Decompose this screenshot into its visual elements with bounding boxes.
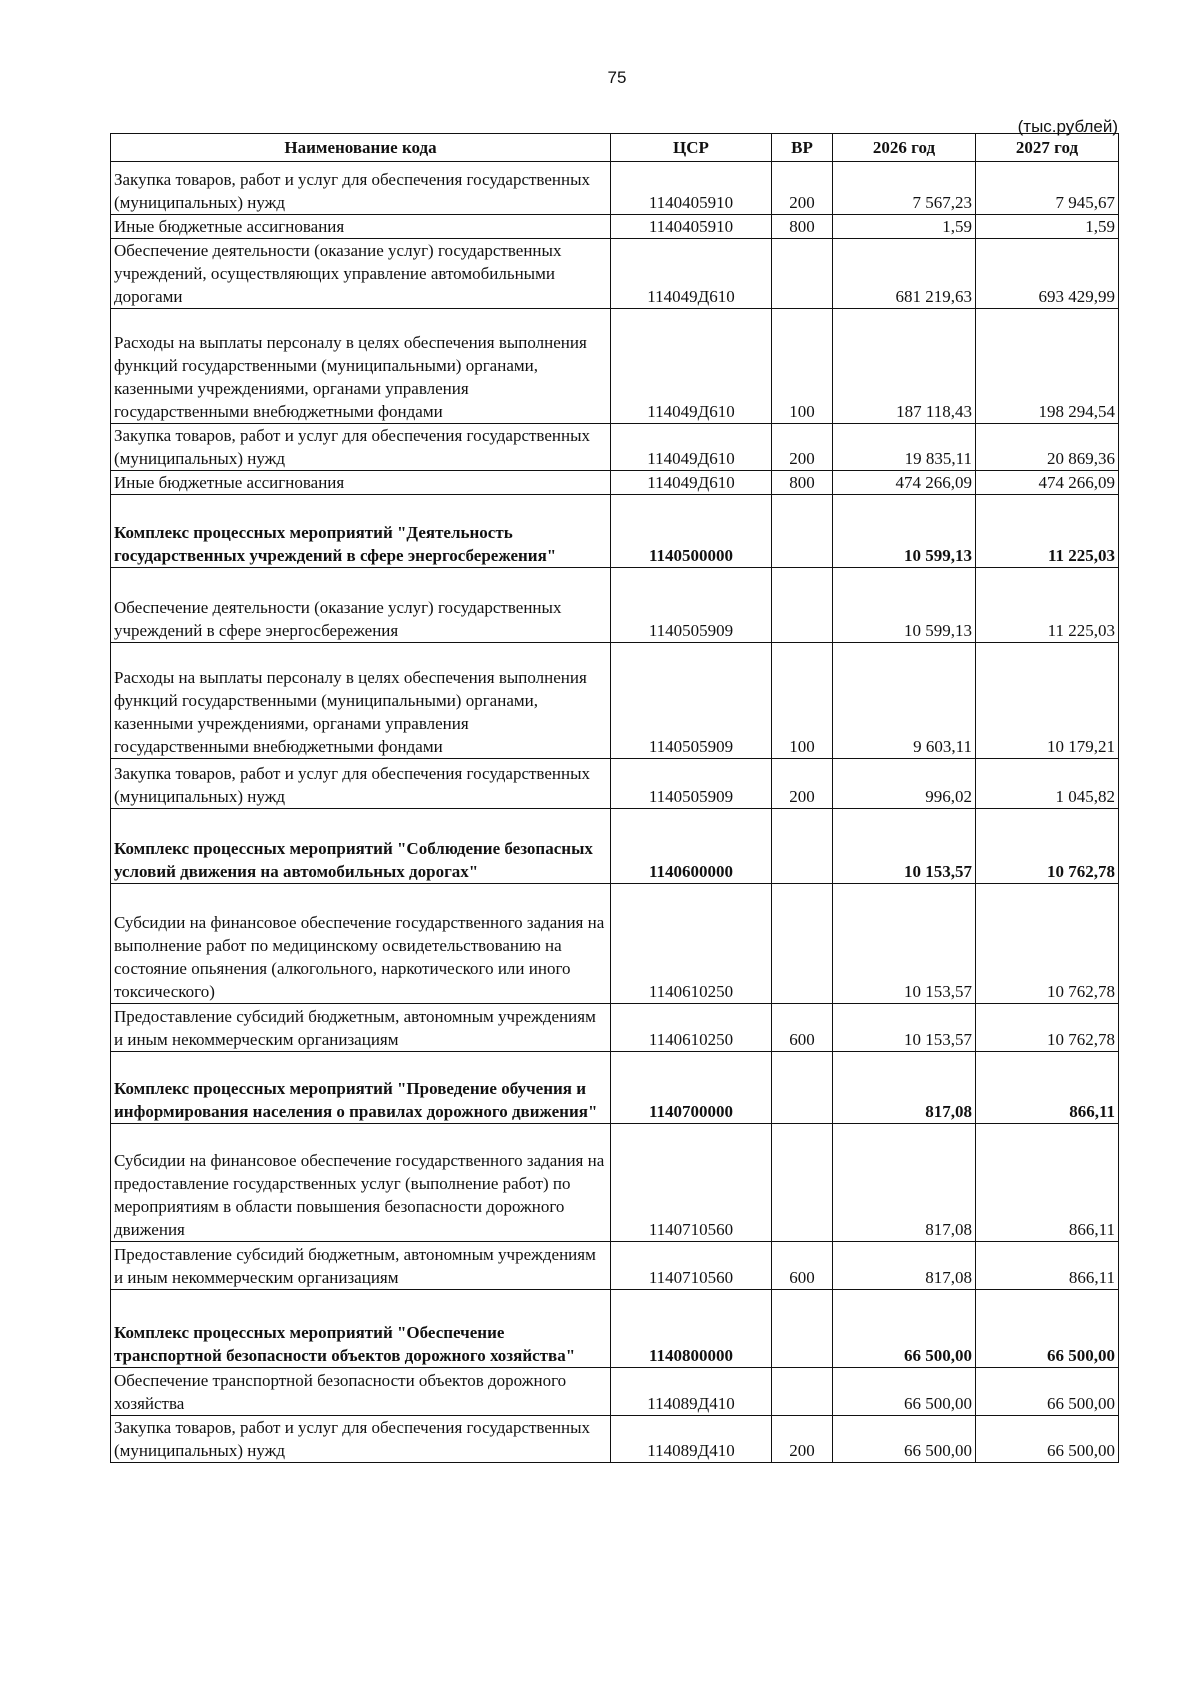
row-2027-cell: 1 045,82 [976, 759, 1119, 809]
table-row [111, 809, 1119, 884]
row-vr-cell [772, 1368, 833, 1416]
header-2026: 2026 год [833, 134, 976, 162]
row-csr-cell: 1140405910 [611, 215, 772, 239]
row-name-cell: Комплекс процессных мероприятий "Соблюдение безопасных условий движения на автомобильных дорогах" [111, 809, 611, 884]
row-vr-cell [772, 1052, 833, 1124]
row-vr-cell [772, 884, 833, 1004]
table-row [111, 1004, 1119, 1052]
row-name-cell: Закупка товаров, работ и услуг для обеспечения государственных (муниципальных) нужд [111, 424, 611, 471]
row-csr-cell: 114049Д610 [611, 239, 772, 309]
row-2027-cell: 11 225,03 [976, 495, 1119, 568]
row-2027-cell: 10 762,78 [976, 1004, 1119, 1052]
row-name-cell: Расходы на выплаты персоналу в целях обеспечения выполнения функций государственными (муниципальными) органами, казенными учреждениями, органами управления государственными внебюджетными фондами [111, 309, 611, 424]
row-name-cell: Предоставление субсидий бюджетным, автономным учреждениям и иным некоммерческим организациям [111, 1242, 611, 1290]
table-header-row [111, 134, 1119, 162]
page-number: 75 [607, 68, 627, 87]
row-2026-cell: 9 603,11 [833, 643, 976, 759]
row-2027-cell: 11 225,03 [976, 568, 1119, 643]
row-2026-cell: 817,08 [833, 1242, 976, 1290]
row-vr-cell: 600 [772, 1242, 833, 1290]
row-2027-cell: 10 762,78 [976, 884, 1119, 1004]
row-2026-cell: 474 266,09 [833, 471, 976, 495]
row-csr-cell: 1140700000 [611, 1052, 772, 1124]
row-name-cell: Иные бюджетные ассигнования [111, 471, 611, 495]
budget-table [110, 133, 1119, 1463]
table-row [111, 239, 1119, 309]
row-2026-cell: 10 153,57 [833, 809, 976, 884]
row-csr-cell: 1140505909 [611, 643, 772, 759]
row-2027-cell: 7 945,67 [976, 162, 1119, 215]
row-2026-cell: 66 500,00 [833, 1290, 976, 1368]
table-row [111, 309, 1119, 424]
row-csr-cell: 114049Д610 [611, 309, 772, 424]
units-label: (тыс.рублей) [1017, 117, 1118, 136]
row-csr-cell: 1140710560 [611, 1124, 772, 1242]
row-name-cell: Комплекс процессных мероприятий "Обеспечение транспортной безопасности объектов дорожного хозяйства" [111, 1290, 611, 1368]
row-2026-cell: 7 567,23 [833, 162, 976, 215]
row-vr-cell [772, 809, 833, 884]
row-2027-cell: 866,11 [976, 1242, 1119, 1290]
row-csr-cell: 1140405910 [611, 162, 772, 215]
row-2027-cell: 20 869,36 [976, 424, 1119, 471]
table-row [111, 1416, 1119, 1463]
row-name-cell: Закупка товаров, работ и услуг для обеспечения государственных (муниципальных) нужд [111, 759, 611, 809]
table-row [111, 1052, 1119, 1124]
row-csr-cell: 1140800000 [611, 1290, 772, 1368]
row-name-cell: Обеспечение транспортной безопасности объектов дорожного хозяйства [111, 1368, 611, 1416]
header-vr: ВР [772, 134, 833, 162]
row-csr-cell: 1140710560 [611, 1242, 772, 1290]
row-vr-cell: 200 [772, 759, 833, 809]
row-name-cell: Комплекс процессных мероприятий "Деятельность государственных учреждений в сфере энергосбережения" [111, 495, 611, 568]
row-2027-cell: 866,11 [976, 1052, 1119, 1124]
row-vr-cell: 800 [772, 471, 833, 495]
row-vr-cell [772, 239, 833, 309]
row-csr-cell: 114049Д610 [611, 471, 772, 495]
table-row [111, 424, 1119, 471]
row-vr-cell: 200 [772, 162, 833, 215]
row-2027-cell: 198 294,54 [976, 309, 1119, 424]
row-vr-cell: 800 [772, 215, 833, 239]
table-row [111, 1242, 1119, 1290]
table-row [111, 215, 1119, 239]
row-2027-cell: 10 179,21 [976, 643, 1119, 759]
header-2027: 2027 год [976, 134, 1119, 162]
row-vr-cell [772, 568, 833, 643]
row-vr-cell: 200 [772, 424, 833, 471]
row-2026-cell: 996,02 [833, 759, 976, 809]
row-2026-cell: 66 500,00 [833, 1368, 976, 1416]
row-csr-cell: 1140505909 [611, 568, 772, 643]
row-vr-cell: 600 [772, 1004, 833, 1052]
row-csr-cell: 114089Д410 [611, 1368, 772, 1416]
row-name-cell: Субсидии на финансовое обеспечение государственного задания на предоставление государственных услуг (выполнение работ) по мероприятиям в области повышения безопасности дорожного движения [111, 1124, 611, 1242]
header-name: Наименование кода [111, 134, 611, 162]
row-2026-cell: 1,59 [833, 215, 976, 239]
row-name-cell: Комплекс процессных мероприятий "Проведение обучения и информирования населения о правилах дорожного движения" [111, 1052, 611, 1124]
row-2027-cell: 474 266,09 [976, 471, 1119, 495]
row-2026-cell: 817,08 [833, 1124, 976, 1242]
row-2026-cell: 10 599,13 [833, 495, 976, 568]
row-csr-cell: 1140610250 [611, 1004, 772, 1052]
row-name-cell: Обеспечение деятельности (оказание услуг) государственных учреждений, осуществляющих управление автомобильными дорогами [111, 239, 611, 309]
row-vr-cell: 100 [772, 309, 833, 424]
table-row [111, 495, 1119, 568]
table-row [111, 759, 1119, 809]
row-csr-cell: 1140610250 [611, 884, 772, 1004]
row-vr-cell [772, 1290, 833, 1368]
row-vr-cell [772, 1124, 833, 1242]
row-name-cell: Обеспечение деятельности (оказание услуг) государственных учреждений в сфере энергосбережения [111, 568, 611, 643]
row-csr-cell: 1140600000 [611, 809, 772, 884]
table-row [111, 568, 1119, 643]
row-2027-cell: 10 762,78 [976, 809, 1119, 884]
table-row [111, 1124, 1119, 1242]
header-csr: ЦСР [611, 134, 772, 162]
table-row [111, 471, 1119, 495]
row-csr-cell: 114049Д610 [611, 424, 772, 471]
row-2027-cell: 1,59 [976, 215, 1119, 239]
table-row [111, 643, 1119, 759]
row-2026-cell: 10 153,57 [833, 884, 976, 1004]
row-name-cell: Закупка товаров, работ и услуг для обеспечения государственных (муниципальных) нужд [111, 162, 611, 215]
row-name-cell: Закупка товаров, работ и услуг для обеспечения государственных (муниципальных) нужд [111, 1416, 611, 1463]
row-name-cell: Субсидии на финансовое обеспечение государственного задания на выполнение работ по медицинскому освидетельствованию на состояние опьянения (алкогольного, наркотического или иного токсического) [111, 884, 611, 1004]
table-row [111, 1290, 1119, 1368]
table-row [111, 1368, 1119, 1416]
row-2026-cell: 10 153,57 [833, 1004, 976, 1052]
table-row [111, 884, 1119, 1004]
row-2027-cell: 66 500,00 [976, 1368, 1119, 1416]
row-2026-cell: 817,08 [833, 1052, 976, 1124]
row-2027-cell: 66 500,00 [976, 1290, 1119, 1368]
row-2027-cell: 693 429,99 [976, 239, 1119, 309]
row-2026-cell: 66 500,00 [833, 1416, 976, 1463]
row-name-cell: Предоставление субсидий бюджетным, автономным учреждениям и иным некоммерческим организациям [111, 1004, 611, 1052]
row-2026-cell: 10 599,13 [833, 568, 976, 643]
row-2027-cell: 66 500,00 [976, 1416, 1119, 1463]
row-name-cell: Расходы на выплаты персоналу в целях обеспечения выполнения функций государственными (муниципальными) органами, казенными учреждениями, органами управления государственными внебюджетными фондами [111, 643, 611, 759]
row-2026-cell: 187 118,43 [833, 309, 976, 424]
row-2026-cell: 19 835,11 [833, 424, 976, 471]
row-vr-cell: 200 [772, 1416, 833, 1463]
row-vr-cell: 100 [772, 643, 833, 759]
table-row [111, 162, 1119, 215]
row-2027-cell: 866,11 [976, 1124, 1119, 1242]
row-csr-cell: 1140500000 [611, 495, 772, 568]
table-body [111, 162, 1119, 1463]
row-name-cell: Иные бюджетные ассигнования [111, 215, 611, 239]
row-csr-cell: 114089Д410 [611, 1416, 772, 1463]
row-csr-cell: 1140505909 [611, 759, 772, 809]
row-2026-cell: 681 219,63 [833, 239, 976, 309]
row-vr-cell [772, 495, 833, 568]
